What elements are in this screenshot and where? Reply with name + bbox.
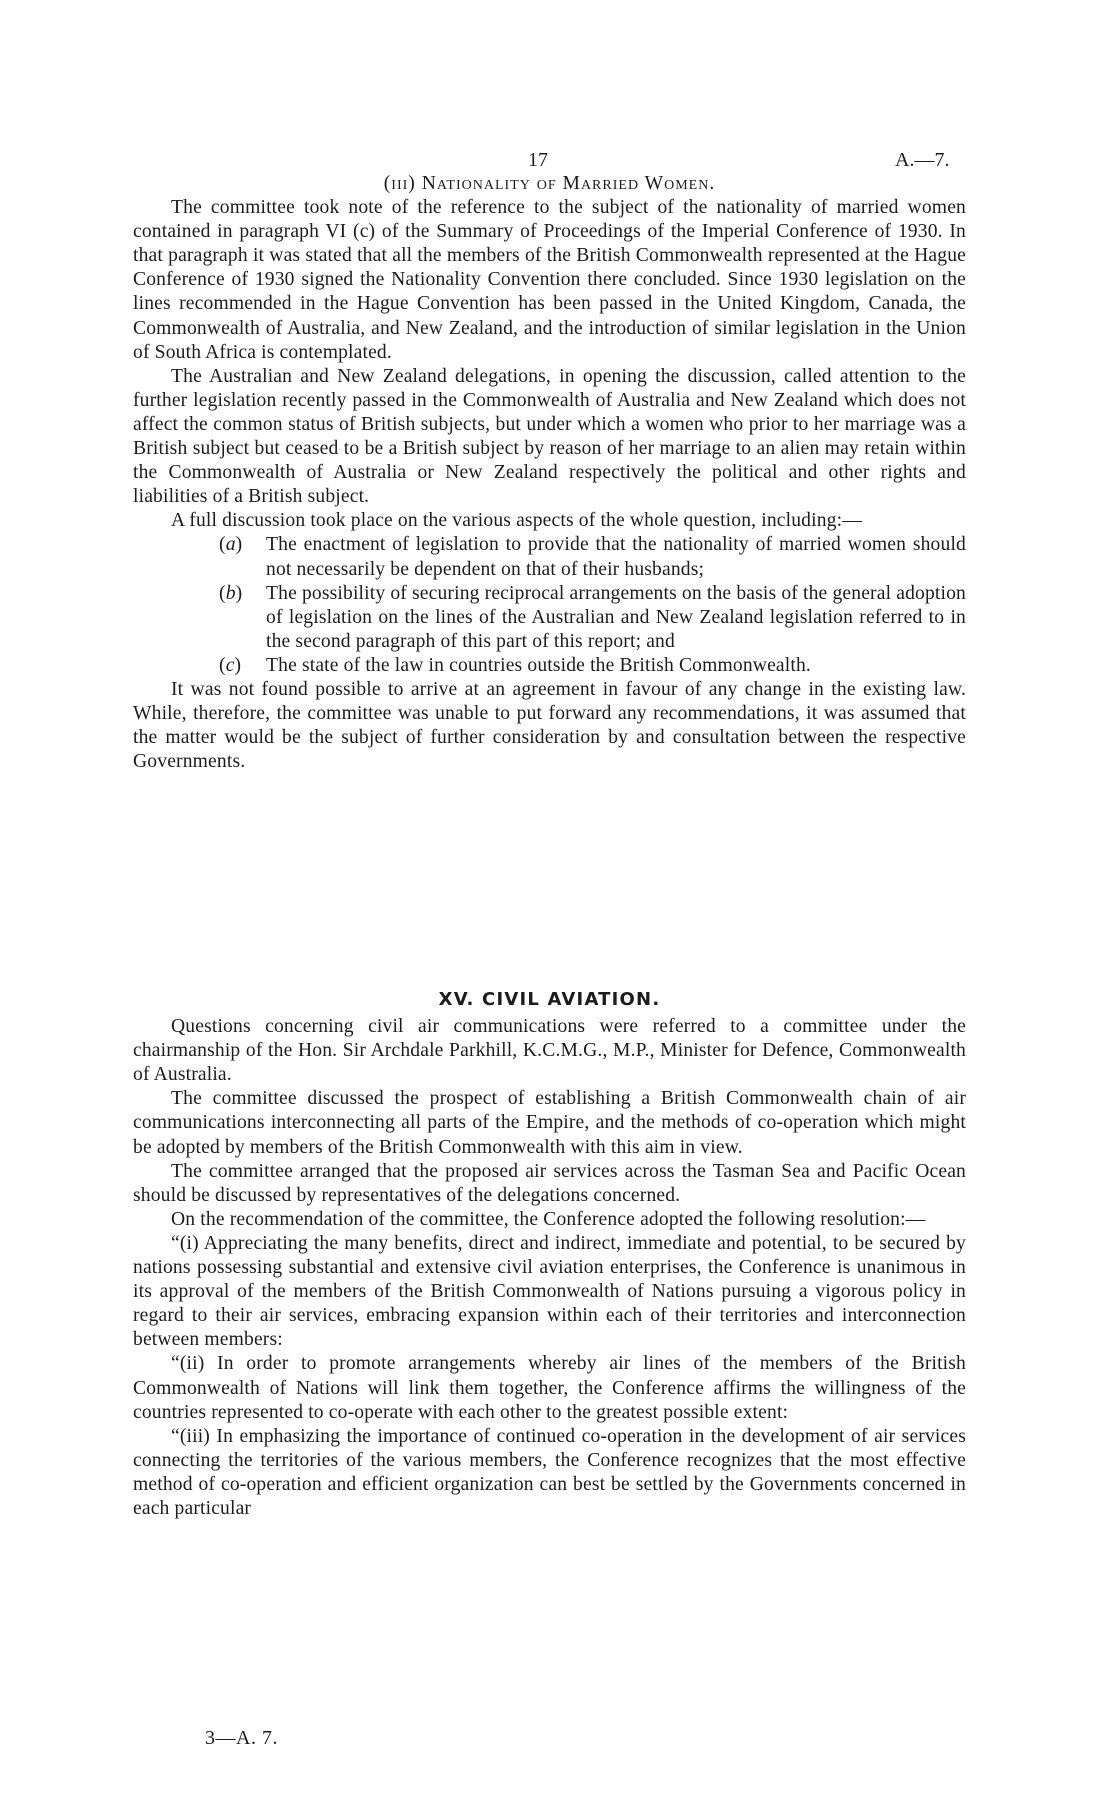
married-women-section [133, 172, 966, 774]
list-item [133, 654, 966, 678]
civil-aviation-title: XV. CIVIL AVIATION. [438, 989, 661, 1010]
resolution-clause-2: “(ii) In order to promote arrangements whereby air lines of the members of the British Commonwealth of Nations will link them together, the Conference affirms the willingness of the countries represented to co-operate with each other to the greatest possible extent: [133, 1353, 966, 1423]
married-women-paragraph-1: The committee took note of the reference to the subject of the nationality of married women contained in paragraph VI (c) of the Summary of Proceedings of the Imperial Conference of 1930. In that paragraph it was stated that all the members of the British Commonwealth represented at the Hague Conference of 1930 signed the Nationality Convention there concluded. Since 1930 legislation on the lines recommended in the Hague Convention has been passed in the United Kingdom, Canada, the Commonwealth of Australia, and New Zealand, and the introduction of similar legislation in the Union of South Africa is contemplated. [133, 197, 966, 363]
document-reference: A.—7. [895, 149, 950, 171]
list-item-text: The state of the law in countries outside the British Commonwealth. [266, 654, 811, 676]
list-marker: (b) [219, 582, 243, 604]
married-women-paragraph-4: It was not found possible to arrive at an agreement in favour of any change in the existing law. While, therefore, the committee was unable to put forward any recommendations, it was assumed that the matter would be the subject of further consideration by and consultation between the respective Governments. [133, 678, 966, 773]
married-women-paragraph-2: The Australian and New Zealand delegations, in opening the discussion, called attention to the further legislation recently passed in the Commonwealth of Australia and New Zealand which does not affect the common status of British subjects, but under which a women who prior to her marriage was a British subject but ceased to be a British subject by reason of her marriage to an alien may retain within the Commonwealth of Australia or New Zealand respectively the political and other rights and liabilities of a British subject. [133, 365, 966, 508]
list-marker: (c) [219, 654, 242, 676]
list-item [133, 582, 966, 654]
married-women-paragraph-3: A full discussion took place on the various aspects of the whole question, including:— [171, 510, 862, 532]
signature-mark: 3—A. 7. [205, 1727, 278, 1749]
civil-aviation-section [133, 988, 966, 1521]
list-item [133, 533, 966, 581]
resolution-clause-1: “(i) Appreciating the many benefits, direct and indirect, immediate and potential, to be secured by nations possessing substantial and extensive civil aviation enterprises, the Conference is unanimous in its approval of the members of the British Commonwealth of Nations pursuing a vigorous policy in regard to their air services, embracing expansion within each of their territories and interconnection between members: [133, 1232, 966, 1351]
civil-aviation-paragraph-3: The committee arranged that the proposed air services across the Tasman Sea and Pacific Ocean should be discussed by representatives of the delegations concerned. [133, 1160, 966, 1206]
page-number: 17 [528, 149, 548, 171]
list-marker: (a) [219, 534, 243, 556]
resolution-clause-3: “(iii) In emphasizing the importance of continued co-operation in the development of air services connecting the territories of the various members, the Conference recognizes that the most effective method of co-operation and efficient organization can best be settled by the Governments concerned in each particular [133, 1425, 966, 1519]
discussion-aspects-list [133, 533, 966, 678]
list-item-text: The possibility of securing reciprocal arrangements on the basis of the general adoption of legislation on the lines of the Australian and New Zealand legislation referred to in the second paragraph of this part of this report; and [266, 582, 966, 652]
list-item-text: The enactment of legislation to provide that the nationality of married women should not necessarily be dependent on that of their husbands; [266, 534, 966, 580]
civil-aviation-paragraph-4: On the recommendation of the committee, the Conference adopted the following resolution:— [171, 1208, 926, 1230]
married-women-heading: (iii) Nationality of Married Women. [383, 173, 716, 194]
civil-aviation-paragraph-2: The committee discussed the prospect of establishing a British Commonwealth chain of air communications interconnecting all parts of the Empire, and the methods of co-operation which might be adopted by members of the British Commonwealth with this aim in view. [133, 1088, 966, 1158]
civil-aviation-paragraph-1: Questions concerning civil air communications were referred to a committee under the chairmanship of the Hon. Sir Archdale Parkhill, K.C.M.G., M.P., Minister for Defence, Commonwealth of Australia. [133, 1016, 966, 1086]
